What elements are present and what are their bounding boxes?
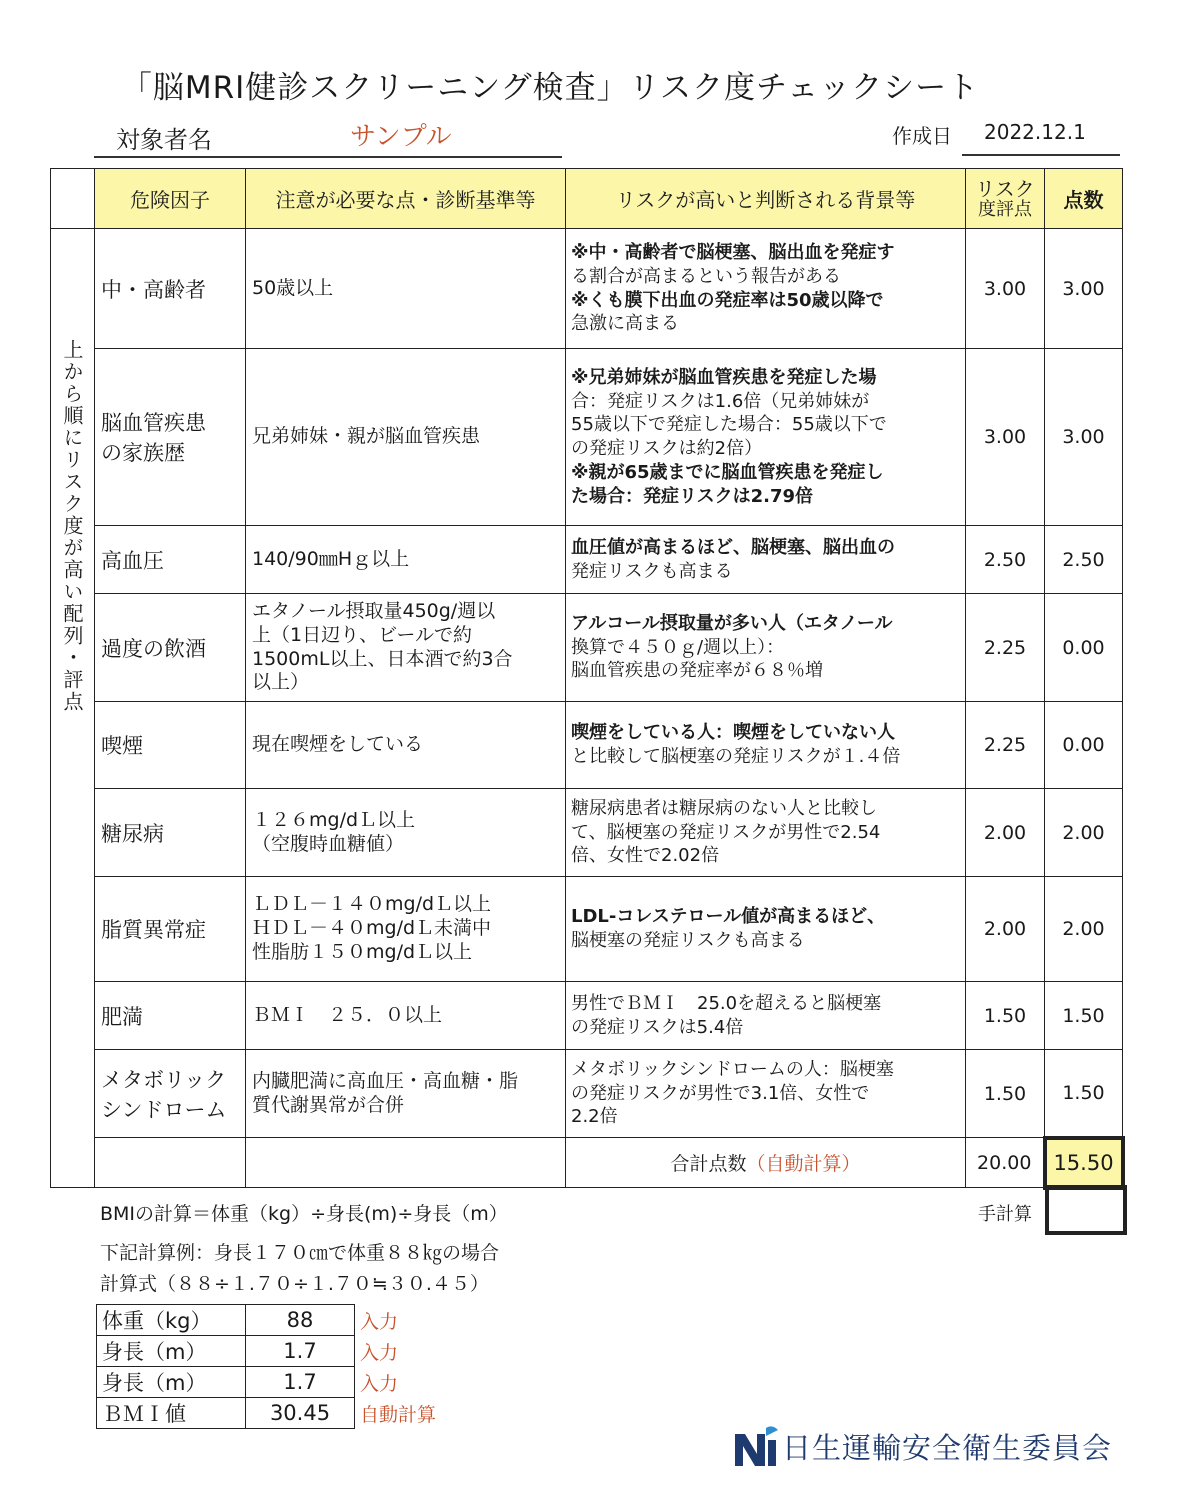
header-background: リスクが高いと判断される背景等 (566, 169, 966, 229)
cell-line: の発症リスクは5.4倍 (571, 1016, 744, 1038)
bmi-row-note: 入力 (360, 1342, 399, 1364)
risk-point-cell: 1.50 (966, 982, 1045, 1050)
criteria-cell (246, 702, 566, 789)
background-cell (566, 982, 966, 1050)
cell-line: 脳血管疾患の発症率が６８％増 (571, 660, 823, 682)
cell-line: エタノール摂取量450g/週以 (252, 600, 496, 622)
cell-line: 兄弟姉妹・親が脳血管疾患 (252, 425, 481, 448)
factor-cell (95, 526, 246, 594)
score-cell: 2.00 (1045, 877, 1123, 982)
cell-line: 血圧値が高まるほど、脳梗塞、脳出血の (571, 536, 895, 558)
header-risk-line2: 度評点 (978, 198, 1032, 220)
cell-line: 以上） (252, 671, 310, 694)
score-cell: 3.00 (1045, 349, 1123, 526)
background-cell (566, 229, 966, 349)
cell-line: と比較して脳梗塞の発症リスクが１.４倍 (571, 746, 901, 767)
cell-line: 上（1日辺り、ビールで約 (252, 623, 472, 646)
cell-line: ※兄弟姉妹が脳血管疾患を発症した場 (571, 366, 877, 388)
table-header-row (51, 169, 1123, 229)
cell-line: 倍、女性で2.02倍 (571, 845, 720, 867)
bmi-row-value: 30.45 (246, 1398, 355, 1429)
criteria-cell (246, 789, 566, 877)
background-cell (566, 526, 966, 594)
cell-line: 喫煙 (101, 734, 143, 758)
total-row (51, 1138, 1123, 1188)
total-risk-cell: 20.00 (966, 1138, 1045, 1188)
bmi-row-value[interactable]: 1.7 (246, 1336, 355, 1367)
cell-line: 140/90㎜Hｇ以上 (252, 547, 410, 570)
total-blank-factor (95, 1138, 246, 1188)
cell-line: 男性でＢＭＩ 25.0を超えると脳梗塞 (571, 992, 882, 1014)
cell-line: １２６mg/dＬ以上 (252, 808, 416, 831)
table-row (51, 877, 1123, 982)
bmi-row-label: 身長（m） (97, 1367, 246, 1398)
cell-line: 脂質異常症 (101, 918, 206, 942)
cell-line: 2.2倍 (571, 1106, 618, 1128)
risk-point-cell: 3.00 (966, 349, 1045, 526)
factor-cell (95, 789, 246, 877)
side-label: 上から順にリスク度が高い配列・評点 (60, 339, 84, 713)
risk-point-cell: 1.50 (966, 1050, 1045, 1138)
cell-line: （空腹時血糖値） (252, 832, 405, 855)
criteria-cell (246, 982, 566, 1050)
organization-name: 日生運輸安全衛生委員会 (782, 1431, 1113, 1465)
factor-cell (95, 877, 246, 982)
cell-line: ＢＭＩ ２５．０以上 (252, 1003, 443, 1026)
cell-line: 脳血管疾患 (101, 411, 206, 435)
risk-point-cell: 2.00 (966, 877, 1045, 982)
bmi-row-label: 身長（m） (97, 1336, 246, 1367)
score-cell: 2.00 (1045, 789, 1123, 877)
cell-line: ※くも膜下出血の発症率は50歳以降で (571, 289, 884, 311)
bmi-table (96, 1304, 355, 1429)
date-row (962, 112, 1120, 156)
criteria-cell (246, 526, 566, 594)
date-value: 2022.12.1 (984, 120, 1086, 144)
factor-cell (95, 1050, 246, 1138)
header-score: 点数 (1045, 169, 1123, 229)
background-cell (566, 594, 966, 702)
background-cell (566, 349, 966, 526)
factor-cell (95, 229, 246, 349)
table-row (51, 229, 1123, 349)
subject-name-row (94, 112, 562, 158)
cell-line: ＬＤＬ－１４０mg/dＬ以上 (252, 893, 492, 916)
sheet-title: 「脳MRI健診スクリーニング検査」リスク度チェックシート (120, 70, 980, 106)
cell-line: 内臓肥満に高血圧・高血糖・脂 (252, 1069, 519, 1092)
organization-logo-icon (732, 1424, 778, 1468)
factor-cell (95, 702, 246, 789)
cell-line: 換算で４５０ｇ/週以上）： (571, 636, 785, 658)
bmi-example-line2: 計算式（８８÷１.７０÷１.７０≒３０.４５） (100, 1273, 489, 1295)
cell-line: ※中・高齢者で脳梗塞、脳出血を発症す (571, 242, 895, 263)
bmi-row-label: ＢＭＩ値 (97, 1398, 246, 1429)
criteria-cell (246, 349, 566, 526)
criteria-cell (246, 877, 566, 982)
cell-line: 過度の飲酒 (101, 636, 206, 661)
background-cell (566, 1050, 966, 1138)
factor-cell (95, 982, 246, 1050)
table-row (51, 349, 1123, 526)
background-cell (566, 702, 966, 789)
criteria-cell (246, 1050, 566, 1138)
bmi-row-note: 入力 (360, 1373, 399, 1395)
cell-line: た場合：発症リスクは2.79倍 (571, 485, 814, 507)
cell-line: る割合が高まるという報告がある (571, 265, 841, 287)
risk-table (50, 168, 1125, 1190)
cell-line: ＨＤＬ－４０mg/dＬ未満中 (252, 917, 492, 940)
table-row (51, 526, 1123, 594)
bmi-row-note: 入力 (360, 1311, 399, 1333)
bmi-example-line1: 下記計算例：身長１７０㎝で体重８８㎏の場合 (100, 1242, 500, 1264)
factor-cell (95, 349, 246, 526)
header-blank (51, 169, 95, 229)
cell-line: 急激に高まる (571, 313, 679, 335)
total-label: 合計点数 (670, 1153, 747, 1175)
cell-line: 発症リスクも高まる (571, 560, 733, 582)
score-cell: 1.50 (1045, 1050, 1123, 1138)
total-label-cell (566, 1138, 966, 1188)
background-cell (566, 877, 966, 982)
bmi-row (97, 1367, 355, 1398)
cell-line: LDL-コレステロール値が高まるほど、 (571, 906, 886, 928)
cell-line: の発症リスクは約2倍） (571, 438, 763, 459)
header-risk-line1: リスク (975, 176, 1035, 201)
cell-line: の発症リスクが男性で3.1倍、女性で (571, 1082, 870, 1104)
cell-line: 喫煙をしている人：喫煙をしていない人 (571, 722, 895, 744)
cell-line: メタボリック (101, 1067, 227, 1092)
cell-line: 質代謝異常が合併 (252, 1093, 405, 1116)
bmi-row-value[interactable]: 1.7 (246, 1367, 355, 1398)
cell-line: て、脳梗塞の発症リスクが男性で2.54 (571, 821, 881, 843)
score-cell: 0.00 (1045, 702, 1123, 789)
cell-line: アルコール摂取量が多い人（エタノール (571, 612, 893, 634)
cell-line: メタボリックシンドロームの人：脳梗塞 (571, 1058, 894, 1080)
header-risk (966, 169, 1045, 229)
subject-name-label: 対象者名 (116, 126, 212, 154)
score-cell: 3.00 (1045, 229, 1123, 349)
table-row (51, 594, 1123, 702)
cell-line: 糖尿病 (101, 821, 164, 846)
table-row (51, 982, 1123, 1050)
cell-line: 高血圧 (101, 548, 164, 573)
bmi-formula: BMIの計算＝体重（kg）÷身長(m)÷身長（m） (100, 1203, 508, 1225)
bmi-row-label: 体重（kg） (97, 1305, 246, 1336)
risk-point-cell: 3.00 (966, 229, 1045, 349)
cell-line: 脳梗塞の発症リスクも高まる (571, 930, 805, 951)
risk-point-cell: 2.25 (966, 594, 1045, 702)
manual-calc-box[interactable] (1045, 1185, 1127, 1235)
manual-calc-label: 手計算 (978, 1204, 1032, 1225)
subject-name-value: サンプル (350, 122, 452, 152)
table-row (51, 789, 1123, 877)
background-cell (566, 789, 966, 877)
cell-line: 現在喫煙をしている (252, 733, 424, 756)
date-label: 作成日 (892, 124, 952, 148)
cell-line: 中・高齢者 (101, 277, 206, 302)
cell-line: ※親が65歳までに脳血管疾患を発症し (571, 461, 884, 483)
cell-line: 50歳以上 (252, 276, 334, 299)
criteria-cell (246, 229, 566, 349)
score-cell: 0.00 (1045, 594, 1123, 702)
factor-cell (95, 594, 246, 702)
risk-point-cell: 2.00 (966, 789, 1045, 877)
criteria-cell (246, 594, 566, 702)
bmi-row-value[interactable]: 88 (246, 1305, 355, 1336)
cell-line: の家族歴 (101, 441, 185, 465)
cell-line: 肥満 (101, 1004, 143, 1029)
header-factor: 危険因子 (95, 169, 246, 229)
side-label-cell (51, 229, 95, 1188)
risk-point-cell: 2.50 (966, 526, 1045, 594)
total-auto-note: （自動計算） (746, 1153, 861, 1175)
cell-line: シンドローム (101, 1097, 227, 1122)
table-row (51, 702, 1123, 789)
cell-line: 合：発症リスクは1.6倍（兄弟姉妹が (571, 390, 870, 412)
bmi-row (97, 1305, 355, 1336)
score-cell: 1.50 (1045, 982, 1123, 1050)
cell-line: 糖尿病患者は糖尿病のない人と比較し (571, 797, 877, 819)
bmi-row (97, 1336, 355, 1367)
cell-line: 1500mL以上、日本酒で約3合 (252, 647, 513, 670)
cell-line: 55歳以下で発症した場合：55歳以下で (571, 414, 887, 436)
cell-line: 性脂肪１５０mg/dＬ以上 (252, 940, 473, 963)
risk-point-cell: 2.25 (966, 702, 1045, 789)
score-cell: 2.50 (1045, 526, 1123, 594)
total-blank-criteria (246, 1138, 566, 1188)
header-criteria: 注意が必要な点・診断基準等 (246, 169, 566, 229)
bmi-row-note: 自動計算 (360, 1404, 437, 1426)
table-row (51, 1050, 1123, 1138)
bmi-row (97, 1398, 355, 1429)
total-score-cell: 15.50 (1045, 1138, 1123, 1188)
